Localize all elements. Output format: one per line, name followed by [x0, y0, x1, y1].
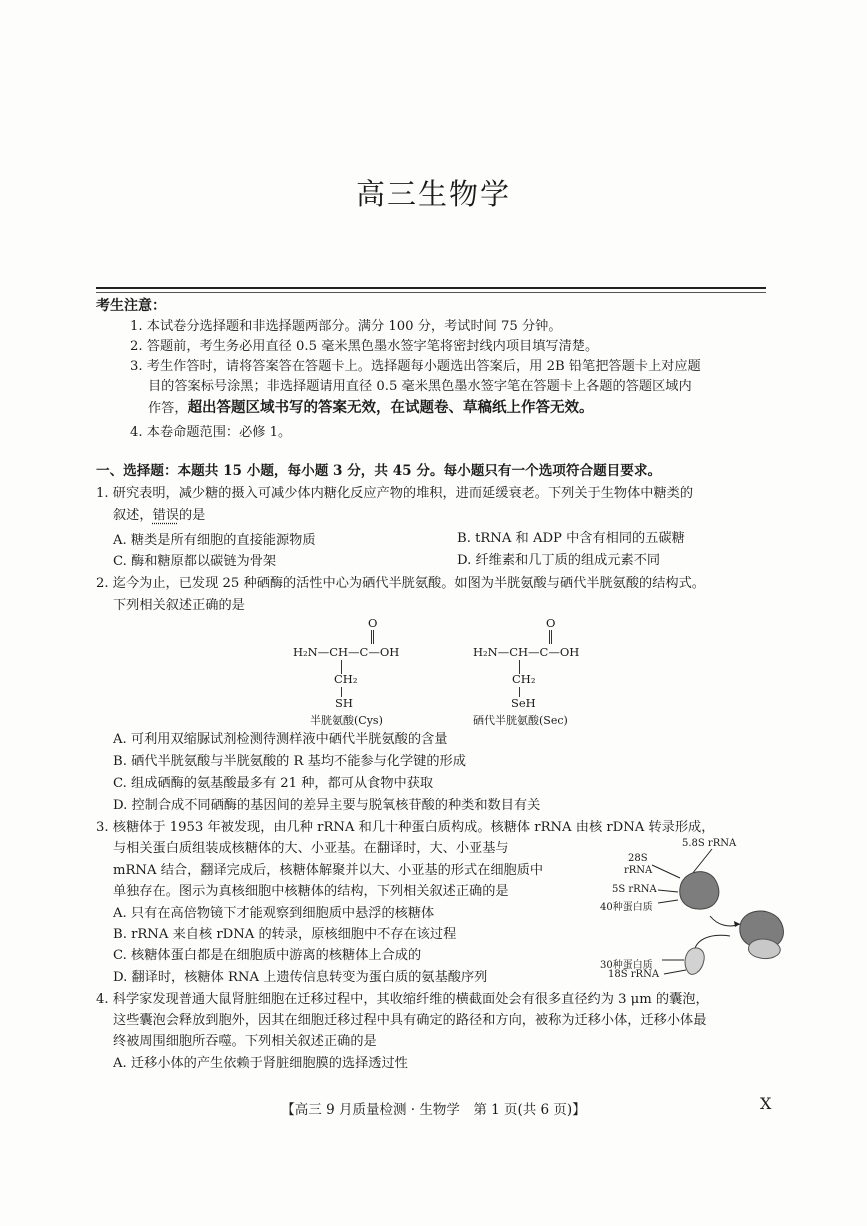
- arrow-5s: [658, 890, 678, 892]
- label-28s-rrna: rRNA: [624, 865, 653, 876]
- notice-item-2: 2. 答题前，考生务必用直径 0.5 毫米黑色墨水签字笔将密封线内项目填写清楚。: [130, 339, 599, 354]
- cys-double-bond-2: [373, 630, 375, 644]
- q3-option-b: B. rRNA 来自核 rDNA 的转录，原核细胞中不存在该过程: [113, 927, 457, 942]
- sec-structure: [473, 616, 623, 726]
- arrow-18s: [664, 970, 686, 974]
- sec-ch2: CH₂: [512, 672, 536, 686]
- notice-item-4: 4. 本卷命题范围：必修 1。: [130, 425, 292, 440]
- q1-option-a: A. 糖类是所有细胞的直接能源物质: [113, 533, 316, 548]
- cys-oxygen: O: [368, 616, 378, 630]
- cys-r-group: SH: [335, 696, 353, 710]
- title-rule-thin: [96, 292, 766, 293]
- section-heading: 一、选择题：本题共 15 小题，每小题 3 分，共 45 分。每小题只有一个选项符合题目要求。: [96, 463, 662, 479]
- q1-option-b: B. tRNA 和 ADP 中含有相同的五碳糖: [457, 531, 685, 546]
- label-40-proteins: 40种蛋白质: [600, 902, 653, 913]
- q3-stem: 3. 核糖体于 1953 年被发现，由几种 rRNA 和几十种蛋白质构成。核糖体 rRNA 由核 rDNA 转录形成，: [96, 820, 715, 835]
- q4-stem-3: 终被周围细胞所吞噬。下列相关叙述正确的是: [113, 1034, 377, 1049]
- q2-option-c: C. 组成硒酶的氨基酸最多有 21 种，都可从食物中获取: [113, 776, 434, 791]
- sec-name: 硒代半胱氨酸(Sec): [473, 714, 568, 727]
- small-subunit-icon: [685, 948, 704, 975]
- large-subunit-icon: [680, 872, 719, 909]
- sec-oxygen: O: [546, 616, 556, 630]
- assembly-arrowhead: [734, 921, 740, 927]
- page-title: 高三生物学: [355, 177, 511, 211]
- title-rule: [96, 287, 766, 289]
- cys-ch2: CH₂: [334, 672, 358, 686]
- corner-mark: X: [760, 1094, 772, 1113]
- cys-name: 半胱氨酸(Cys): [310, 714, 383, 727]
- arrow-5-8s: [692, 849, 712, 874]
- q1-stem: 1. 研究表明，减少糖的摄入可减少体内糖化反应产物的堆积，进而延缓衰老。下列关于生物体中糖类的: [96, 486, 694, 501]
- q3-option-d: D. 翻译时，核糖体 RNA 上遗传信息转变为蛋白质的氨基酸序列: [113, 970, 488, 985]
- q1-option-c: C. 酶和糖原都以碳链为骨架: [113, 554, 277, 569]
- notice-item-3: 3. 考生作答时，请将答案答在答题卡上。选择题每小题选出答案后，用 2B 铅笔把答题卡上对应题: [130, 359, 701, 374]
- label-5-8s-rrna: 5.8S rRNA: [682, 838, 737, 849]
- page-footer: 【高三 9 月质量检测 · 生物学 第 1 页(共 6 页)】: [281, 1102, 586, 1118]
- q1-stem-2: [113, 507, 205, 525]
- q3-stem-4: 单独存在。图示为真核细胞中核糖体的结构，下列相关叙述正确的是: [113, 884, 509, 899]
- ribosome-figure: [600, 836, 800, 986]
- q3-stem-3: mRNA 结合，翻译完成后，核糖体解聚并以大、小亚基的形式在细胞质中: [113, 863, 544, 878]
- sec-double-bond-2: [551, 630, 553, 644]
- q1-keyword: 错误: [152, 508, 179, 523]
- q4-option-a: A. 迁移小体的产生依赖于肾脏细胞膜的选择透过性: [113, 1056, 408, 1071]
- arrow-28s: [652, 865, 680, 878]
- q1-stem-2c: 的是: [178, 508, 206, 523]
- cys-main-chain: H₂N—CH—C—OH: [293, 645, 400, 659]
- notice-item-1: 1. 本试卷分选择题和非选择题两部分。满分 100 分，考试时间 75 分钟。: [130, 319, 562, 334]
- notice-item-3-cont: 目的答案标号涂黑；非选择题请用直径 0.5 毫米黑色墨水签字笔在答题卡上各题的答题区域内: [148, 379, 692, 394]
- q4-stem: 4. 科学家发现普通大鼠肾脏细胞在迁移过程中，其收缩纤维的横截面处会有很多直径约为 3 μm 的囊泡，: [96, 992, 709, 1007]
- label-5s-rrna: 5S rRNA: [612, 884, 657, 895]
- q3-option-a: A. 只有在高倍物镜下才能观察到细胞质中悬浮的核糖体: [113, 906, 435, 921]
- q2-option-a: A. 可利用双缩脲试剂检测待测样液中硒代半胱氨酸的含量: [113, 732, 448, 747]
- q2-option-d: D. 控制合成不同硒酶的基因间的差异主要与脱氧核苷酸的种类和数目有关: [113, 798, 541, 813]
- q4-stem-2: 这些囊泡会释放到胞外，因其在细胞迁移过程中具有确定的路径和方向，被称为迁移小体，迁移小体最: [113, 1013, 707, 1028]
- q1-stem-2a: 叙述，: [113, 508, 153, 523]
- sec-main-chain: H₂N—CH—C—OH: [473, 645, 580, 659]
- label-30-proteins: 30种蛋白质: [600, 960, 653, 971]
- notice-bold-warning: 超出答题区域书写的答案无效，在试题卷、草稿纸上作答无效。: [187, 399, 594, 416]
- notice-item-3-end: [148, 399, 594, 418]
- ribosome-diagram: [600, 836, 800, 986]
- assembled-small-subunit-icon: [748, 939, 780, 958]
- notice-heading: 考生注意：: [96, 298, 166, 314]
- q2-stem: 2. 迄今为止，已发现 25 种硒酶的活性中心为硒代半胱氨酸。如图为半胱氨酸与硒代半胱氨酸的结构式。: [96, 576, 705, 591]
- q3-stem-2: 与相关蛋白质组装成核糖体的大、小亚基。在翻译时，大、小亚基与: [113, 841, 509, 856]
- q2-stem-2: 下列相关叙述正确的是: [113, 598, 245, 613]
- sec-r-group: SeH: [511, 696, 536, 710]
- cys-structure: [293, 616, 433, 726]
- arrow-40-proteins: [658, 900, 678, 903]
- q1-option-d: D. 纤维素和几丁质的组成元素不同: [457, 553, 661, 568]
- q2-option-b: B. 硒代半胱氨酸与半胱氨酸的 R 基均不能参与化学键的形成: [113, 754, 466, 769]
- q3-option-c: C. 核糖体蛋白都是在细胞质中游离的核糖体上合成的: [113, 948, 422, 963]
- assembly-arrow-2: [695, 935, 730, 948]
- label-18s-rrna: 18S rRNA: [608, 969, 660, 980]
- notice-item-3-prefix: 作答，: [148, 401, 188, 416]
- label-28s: 28S: [628, 853, 648, 864]
